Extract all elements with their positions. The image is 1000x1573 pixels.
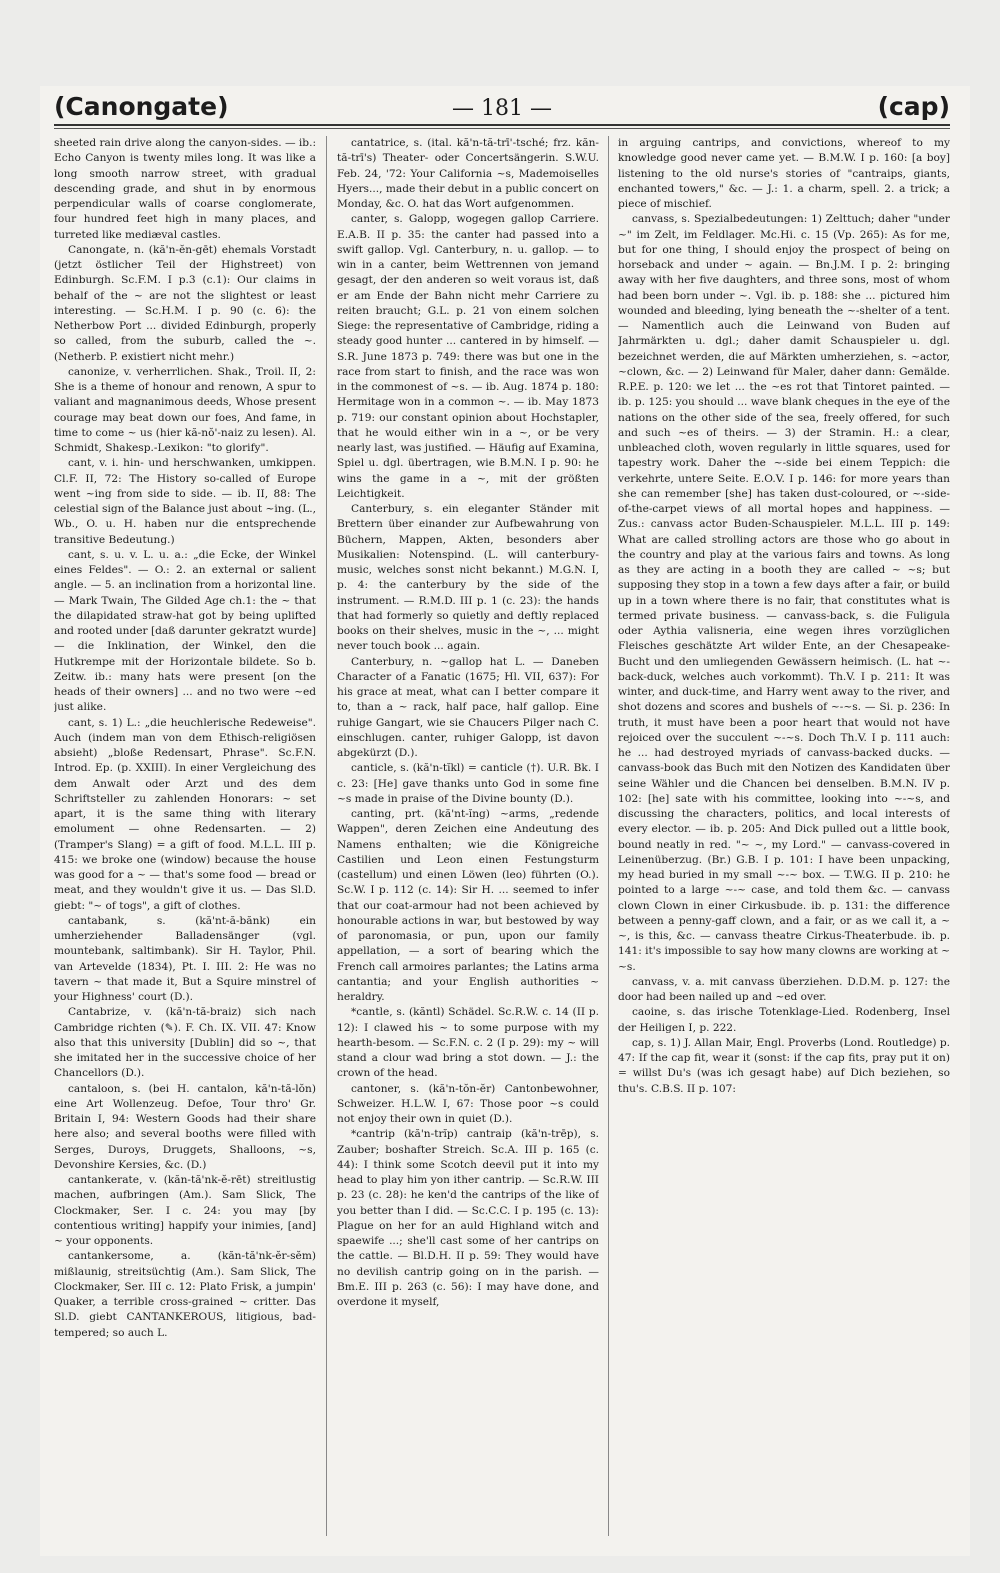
dictionary-entry: Canterbury, n. ~gallop hat L. — Daneben Character of a Fanatic (1675; Hl. VII, 637): For his grace at meat, what can I better compare it to, than a ~ rack, half pace, half gallop. Eine ruhige Gangart, wie sie Chaucers Pilger nach C. einschlugen. canter, ruhiger Galopp, ist davon abgekürzt (D.). [337,655,599,759]
dictionary-entry: cant, s. 1) L.: „die heuchlerische Redeweise". Auch (indem man von dem Ethisch-religiösen absieht) „bloße Redensart, Phrase". Sc.F.N. Introd. Ep. (p. XXIII). In einer Vergleichung des dem Anwalt oder Arzt und des dem Schriftsteller zu zahlenden Honorars: ~ set apart, it is the same thing with literary emolument — ohne Redensarten. — 2) (Tramper's Slang) = a gift of food. M.L.L. III p. 415: we broke one (window) because the house was good for a ~ — that's some food — bread or meat, and they wouldn't give it us. — Das Sl.D. giebt: "~ of togs", a gift of clothes. [54,716,316,912]
dictionary-entry: cap, s. 1) J. Allan Mair, Engl. Proverbs (Lond. Routledge) p. 47: If the cap fit, wear it (sonst: if the cap fits, pray put it on) = willst Du's (was ich gesagt habe) auf Dich beziehen, so thu's. C.B.S. II p. 107: [618,1036,950,1095]
dictionary-entry: Cantabrize, v. (kă'n-tă-braiz) sich nach Cambridge richten (✎). F. Ch. IX. VII. 47: Know also that this university [Dublin] did so ~, that she imitated her in the successive choice of her Chancellors (D.). [54,1006,316,1080]
dictionary-entry: canticle, s. (kă'n-tĭkl) = canticle (†). U.R. Bk. I c. 23: [He] gave thanks unto God in some fine ~s made in praise of the Divine bounty (D.). [337,762,599,805]
header-left-guide-word: (Canongate) [54,92,229,121]
dictionary-entry: caoine, s. das irische Totenklage-Lied. Rodenberg, Insel der Heiligen I, p. 222. [618,1006,950,1034]
dictionary-entry: cantatrice, s. (ital. kă'n-tă-trī'-tsché; frz. kăn-tă-trī's) Theater- oder Concertsängerin. S.W.U. Feb. 24, '72: Your California ~s, Mademoiselles Hyers..., made their debut in a public concert on Monday, &c. O. hat das Wort aufgenommen. [337,137,599,210]
header-rule [54,124,950,126]
header-right-guide-word: (cap) [877,92,950,121]
page-number: — 181 — [452,96,552,121]
entry-text: sheeted rain drive along the canyon-sides. — ib.: Echo Canyon is twenty miles long. It was like a long smooth narrow street, with gradual descending grade, and shut in by enormous perpendicular walls of coarse conglomerate, four hundred feet high in many places, and turreted like mediæval castles. [54,137,316,241]
dictionary-entry: cantaloon, s. (bei H. cantalon, kă'n-tă-lŏn) eine Art Wollenzeug. Defoe, Tour thro' Gr. Britain I, 94: Western Goods had their share here also; and several booths were filled with Serges, Duroys, Druggets, Shalloons, ~s, Devonshire Kersies, &c. (D.) [54,1082,316,1171]
entry-text: in arguing cantrips, and convictions, whereof to my knowledge good never came yet. — B.M.W. I p. 160: [a boy] listening to the old nurse's stories of "cantraips, giants, enchanted towers," &c. — J.: 1. a charm, spell. 2. a trick; a piece of mischief. [618,137,950,210]
dictionary-entry: canting, prt. (kă'nt-ĭng) ~arms, „redende Wappen", deren Zeichen eine Andeutung des Namens enthalten; wie die Königreiche Castilien und Leon einen Festungsturm (castellum) und einen Löwen (leo) führten (O.). Sc.W. I p. 112 (c. 14): Sir H. ... seemed to infer that our coat-armour had not been achieved by honourable actions in war, but bestowed by way of paronomasia, or pun, upon our family appellation, — a sort of bearing which the French call armoires parlantes; the Latins arma cantantia; and your English authorities ~ heraldry. [337,808,599,1003]
page-header [54,92,950,132]
dictionary-entry: canter, s. Galopp, wogegen gallop Carriere. E.A.B. II p. 35: the canter had passed into a swift gallop. Vgl. Canterbury, n. u. gallop. — to win in a canter, beim Wettrennen von jemand gesagt, der den anderen so weit voraus ist, daß er am Ende der Bahn nicht mehr Carriere zu reiten braucht; G.L. p. 21 von einem solchen Siege: the representative of Cambridge, riding a steady good hunter ... cantered in by himself. — S.R. June 1873 p. 749: there was but one in the race from start to finish, and the race was won in the commonest of ~s. — ib. Aug. 1874 p. 180: Hermitage won in a common ~. — ib. May 1873 p. 719: our constant opinion about Hochstapler, that he would either win in a ~, or be very nearly last, was justified. — Häufig auf Examina, Spiel u. dgl. übertragen, wie B.M.N. I p. 90: he wins the game in a ~, mit der größten Leichtigkeit. [337,213,599,500]
dictionary-entry: cantabank, s. (kă'nt-ă-bănk) ein umherziehender Balladensänger (vgl. mountebank, saltimbank). Sir H. Taylor, Phil. van Artevelde (1834), Pt. I. III. 2: He was no tavern ~ that made it, But a Squire minstrel of your Highness' court (D.). [54,914,316,1003]
dictionary-entry: cantankerate, v. (kăn-tă'nk-ĕ-rēt) streitlustig machen, aufbringen (Am.). Sam Slick, The Clockmaker, Ser. I c. 24: you may [by contentious writing] happify your inimies, [and] ~ your opponents. [54,1174,316,1247]
dictionary-entry: canonize, v. verherrlichen. Shak., Troil. II, 2: She is a theme of honour and renown, A spur to valiant and magnanimous deeds, Whose present courage may beat down our foes, And fame, in time to come ~ us (hier kă-nŏ'-naiz zu lesen). Al. Schmidt, Shakesp.-Lexikon: "to glorify". [54,365,316,454]
column-2 [337,136,599,1546]
header-rule-thin [54,128,950,129]
dictionary-entry: Canongate, n. (kă'n-ĕn-gēt) ehemals Vorstadt (jetzt östlicher Teil der Highstreet) von Edinburgh. Sc.F.M. I p.3 (c.1): Our claims in behalf of the ~ are not the slightest or least interesting. — Sc.H.M. I p. 90 (c. 6): the Netherbow Port ... divided Edinburgh, properly so called, from the suburb, called the ~. (Netherb. P. existiert nicht mehr.) [54,243,316,363]
dictionary-entry: *cantle, s. (kăntl) Schädel. Sc.R.W. c. 14 (II p. 12): I clawed his ~ to some purpose with my hearth-besom. — Sc.F.N. c. 2 (I p. 29): my ~ will stand a clour wad bring a stot down. — J.: the crown of the head. [337,1006,599,1080]
dictionary-entry: cantoner, s. (kă'n-tŏn-ĕr) Cantonbewohner, Schweizer. H.L.W. I, 67: Those poor ~s could not enjoy their own in quiet (D.). [337,1082,599,1125]
dictionary-entry: cant, v. i. hin- und herschwanken, umkippen. Cl.F. II, 72: The History so-called of Europe went ~ing from side to side. — ib. II, 88: The celestial sign of the Balance just about ~ing. (L., Wb., O. u. H. haben nur die entsprechende transitive Bedeutung.) [54,457,316,546]
column-3 [618,136,950,1546]
dictionary-entry: cant, s. u. v. L. u. a.: „die Ecke, der Winkel eines Feldes". — O.: 2. an external or salient angle. — 5. an inclination from a horizontal line. — Mark Twain, The Gilded Age ch.1: the ~ that the dilapidated straw-hat got by being uplifted and rooted under [daß darunter gekratzt wurde] — die Inklination, der Winkel, den die Hutkrempe mit der Horizontale bildete. So b. Zeitw. ib.: many hats were present [on the heads of their owners] ... and no two were ~ed just alike. [54,548,316,714]
dictionary-entry: Canterbury, s. ein eleganter Ständer mit Brettern über einander zur Aufbewahrung von Büchern, Mappen, Akten, besonders aber Musikalien: Notenspind. (L. will canterbury-music, welches sonst nicht bekannt.) M.G.N. I, p. 4: the canterbury by the side of the instrument. — R.M.D. III p. 1 (c. 23): the hands that had formerly so quietly and deftly replaced books on their shelves, music in the ~, ... might never touch book ... again. [337,503,599,653]
column-1 [54,136,316,1546]
column-divider [608,136,609,1536]
column-divider [326,136,327,1536]
dictionary-entry: cantankersome, a. (kăn-tă'nk-ĕr-sĕm) mißlaunig, streitsüchtig (Am.). Sam Slick, The Clockmaker, Ser. III c. 12: Plato Frisk, a jumpin' Quaker, a terrible cross-grained ~ critter. Das Sl.D. giebt CANTANKEROUS, litigious, bad-tempered; so auch L. [54,1250,316,1339]
dictionary-entry: canvass, v. a. mit canvass überziehen. D.D.M. p. 127: the door had been nailed up and ~ed over. [618,975,950,1003]
dictionary-entry: canvass, s. Spezialbedeutungen: 1) Zelttuch; daher "under ~" im Zelt, im Feldlager. Mc.Hi. c. 15 (Vp. 265): As for me, but for one thing, I should enjoy the prospect of being on horseback and under ~ again. — Bn.J.M. I p. 2: bringing away with her five daughters, and three sons, most of whom had been born under ~. Vgl. ib. p. 188: she ... pictured him wounded and bleeding, lying beneath the ~-shelter of a tent. — Namentlich auch die Leinwand von Buden auf Jahrmärkten u. dgl.; daher damit Schauspieler u. dgl. bezeichnet werden, die auf Märkten umherziehen, s. ~actor, ~clown, &c. — 2) Leinwand für Maler, daher dann: Gemälde. R.P.E. p. 120: we let ... the ~es rot that Tintoret painted. — ib. p. 125: you should ... wave blank cheques in the eye of the nations on the other side of the sea, freely offered, for such and such ~es of theirs. — 3) der Stramin. H.: a clear, unbleached cloth, woven regularly in little squares, used for tapestry work. Daher the ~-side bei einem Teppich: die verkehrte, untere Seite. E.O.V. I p. 146: for more years than she can remember [she] has taken dust-coloured, or ~-side-of-the-carpet views of all mortal hopes and happiness. — Zus.: canvass actor Buden-Schauspieler. M.L.L. III p. 149: What are called strolling actors are those who go about in the country and play at the various fairs and towns. As long as they are acting in a booth they are called ~ ~s; but supposing they stop in a town a few days after a fair, or build up in a town where there is no fair, that constitutes what is termed private business. — canvass-back, s. die Fuligula oder Aythia valisneria, eine wegen ihres vorzüglichen Fleisches geschätzte Art wilder Ente, an der Chesapeake-Bucht und den umliegenden Gewässern heimisch. (L. hat ~-back-duck, welches auch vorkommt). Th.V. I p. 211: It was winter, and duck-time, and Harry went away to the river, and shot dozens and scores and bushels of ~-~s. — Si. p. 236: In truth, it must have been a poor heart that would not have rejoiced over the succulent ~-~s. Doch Th.V. I p. 111 auch: he ... had destroyed myriads of canvass-backed ducks. — canvass-book das Buch mit den Notizen des Kandidaten über seine Wähler und die Chancen bei denselben. B.M.N. IV p. 102: [he] sate with his committee, looking into ~-~s, and discussing the characters, politics, and local interests of every elector. — ib. p. 205: And Dick pulled out a little book, bound neatly in red. "~ ~, my Lord." — canvass-covered in Leinenüberzug. (Br.) G.B. I p. 101: I have been unpacking, my head buried in my small ~-~ box. — T.W.G. II p. 210: he pointed to a large ~-~ case, and told them &c. — canvass clown Clown in einer Cirkusbude. ib. p. 131: the difference between a penny-gaff clown, and a fair, or as we call it, a ~ ~, is this, &c. — canvass theatre Cirkus-Theaterbude. ib. p. 141: it's impossible to say how many clowns are working at ~ ~s. [618,213,950,973]
dictionary-entry: *cantrip (kă'n-trĭp) cantraip (kă'n-trēp), s. Zauber; boshafter Streich. Sc.A. III p. 165 (c. 44): I think some Scotch deevil put it into my head to play him yon ither cantrip. — Sc.R.W. III p. 23 (c. 28): he ken'd the cantrips of the like of you better than I did. — Sc.C.C. I p. 195 (c. 13): Plague on her for an auld Highland witch and spaewife ...; she'll cast some of her cantrips on the cattle. — Bl.D.H. II p. 59: They would have no devilish cantrip going on in the parish. — Bm.E. III p. 263 (c. 56): I may have done, and overdone it myself, [337,1128,599,1308]
